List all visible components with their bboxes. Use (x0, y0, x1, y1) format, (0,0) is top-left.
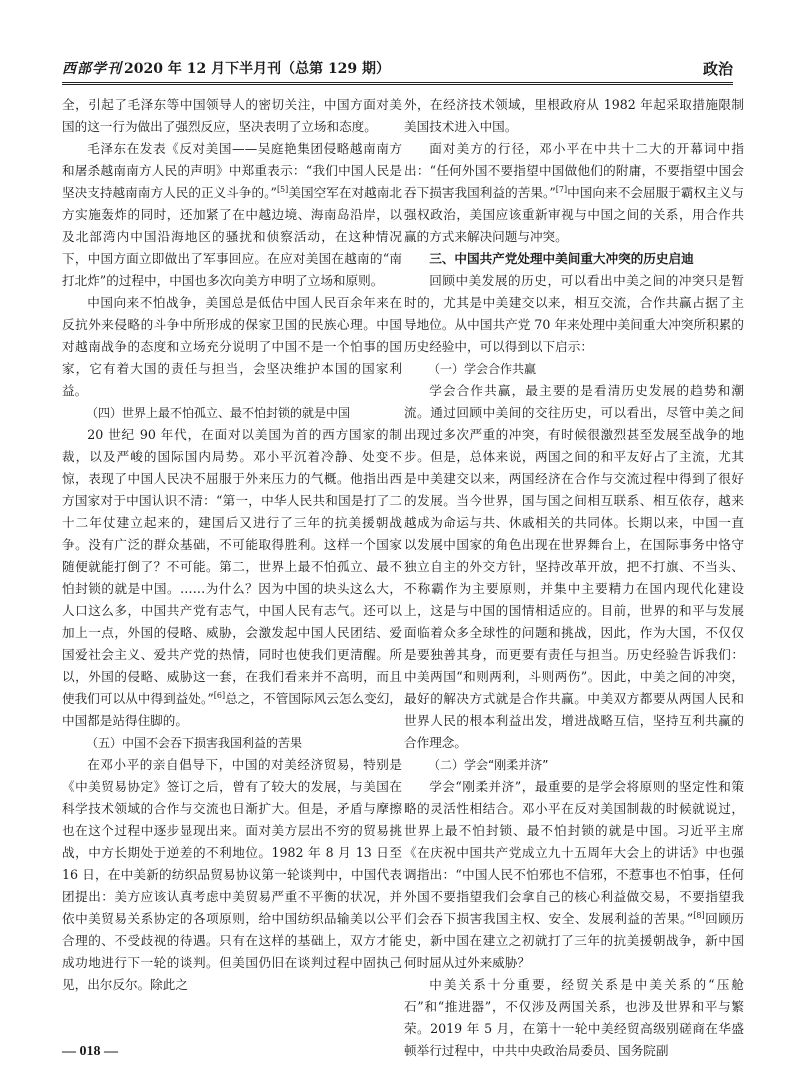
journal-logo: 西部学刊 (62, 61, 122, 77)
subsection-heading: （一）学会合作共赢 (428, 362, 537, 376)
citation-ref: [6] (213, 690, 226, 700)
section-heading: 三、中国共产党处理中美间重大冲突的历史启迪 (429, 251, 694, 266)
citation-ref: [7] (555, 184, 568, 194)
paragraph: 在邓小平的亲自倡导下，中国的对美经济贸易，特别是《中美贸易协定》签订之后，曾有了较大的发展，与美国在科学技术领域的合作与交流也日渐扩大。但是，矛盾与摩擦也在这个过程中逐步显现出来。面对美方层出不穷的贸易挑战，中方长期处于逆差的不利地位。1982 年 8 月 13 日至 16 日，在中美新的纺织品贸易协议第一轮谈判中，中国代表团提出：美方应该认真考虑中美贸易严重不平衡的状况，并依中美贸易关系协定的各项原则，给中国纺织品输美以公平合理的、不受歧视的待遇。只有在这样的基础上，双方才能成功地进行下一轮的谈判。但美国仍旧在谈判过程中固执己见，出尔反尔。除此之 (62, 757, 402, 992)
journal-info (62, 58, 390, 78)
paragraph: 面对美方的行径，邓小平在中共十二大的开幕词中指出：“任何外国不要指望中国做他们的附庸，不要指望中国会吞下损害我国利益的苦果。”[7]中国向来不会屈服于霸权主义与强权政治，美国应该重新审视与中国之间的关系，用合作共赢的方式来解决问题与冲突。 (404, 141, 745, 244)
section-label: 政治 (702, 60, 733, 78)
paragraph: 中国向来不怕战争，美国总是低估中国人民百余年来在反抗外来侵略的斗争中所形成的保家卫国的民族心理。中国对越南战争的态度和立场充分说明了中国不是一个怕事的国家，它有着大国的责任与担当，会坚决维护本国的国家利益。 (62, 295, 402, 398)
citation-ref: [5] (276, 184, 289, 194)
paragraph: 20 世纪 90 年代，在面对以美国为首的西方国家的制裁，以及严峻的国际国内局势。邓小平沉着冷静、处变不惊，表现了中国人民决不屈服于外来压力的气概。他指出西方国家对于中国认识不清：“第一，中华人民共和国是打了二十二年仗建立起来的，建国后又进行了三年的抗美援朝战争。没有广泛的群众基础，不可能取得胜利。这样一个国家随便就能打倒了？不可能。第二，世界上最不怕孤立、最不怕封锁的就是中国。……为什么？因为中国的块头这么大，人口这么多，中国共产党有志气，中国人民有志气。还可以加上一点，外国的侵略、威胁，会激发起中国人民团结、爱国爱社会主义、爱共产党的热情，同时也使我们更清醒。所以，外国的侵略、威胁这一套，在我们看来并不高明，而且使我们可以从中得到益处。”[6]总之，不管国际风云怎么变幻，中国都是站得住脚的。 (62, 427, 403, 728)
paragraph: 学会“刚柔并济”，最重要的是学会将原则的坚定性和策略的灵活性相结合。邓小平在反对美国制裁的时候就说过，世界上最不怕封锁、最不怕封锁的就是中国。习近平主席《在庆祝中国共产党成立九十五周年大会上的讲话》中也强调指出：“中国人民不怕邪也不信邪，不惹事也不怕事，任何外国不要指望我们会拿自己的核心利益做交易，不要指望我们会吞下损害我国主权、安全、发展利益的苦果。”[8]回顾历史，新中国在建立之初就打了三年的抗美援朝战争，新中国何时屈从过外来威胁？ (404, 779, 744, 970)
subsection-heading: （二）学会“刚柔并济” (428, 758, 549, 772)
subsection-heading: （五）中国不会吞下损害我国利益的苦果 (86, 736, 303, 750)
page-number: — 018 — (62, 1044, 118, 1059)
citation-ref: [8] (693, 910, 705, 920)
paragraph: 毛泽东在发表《反对美国——吴庭艳集团侵略越南南方和屠杀越南南方人民的声明》中郑重表示：“我们中国人民是坚决支持越南南方人民的正义斗争的。”[5]美国空军在对越南北方实施轰炸的同时，还加紧了在中越边境、海南岛沿岸，以及北部湾内中国沿海地区的骚扰和侦察活动，在这种情况下，中国方面立即做出了军事回应。在应对美国在越南的“南打北炸”的过程中，中国也多次向美方申明了立场和原则。 (62, 141, 402, 288)
issue-info: 2020 年 12 月下半月刊（总第 129 期） (124, 61, 391, 77)
right-column (404, 94, 745, 1058)
paragraph: 全，引起了毛泽东等中国领导人的密切关注，中国方面对美国的这一行为做出了强烈反应，坚决表明了立场和态度。 (62, 97, 402, 134)
subsection-heading: （四）世界上最不怕孤立、最不怕封锁的就是中国 (86, 406, 351, 420)
paragraph: 外，在经济技术领域，里根政府从 1982 年起采取措施限制美国技术进入中国。 (404, 97, 744, 134)
paragraph: 回顾中美发展的历史，可以看出中美之间的冲突只是暂时的，尤其是中美建交以来，相互交流，合作共赢占据了主导地位。从中国共产党 70 年来处理中美间重大冲突所积累的历史经验中，可以得到以下启示： (404, 273, 744, 354)
page-header (62, 58, 733, 85)
paragraph: 学会合作共赢，最主要的是看清历史发展的趋势和潮流。通过回顾中美间的交往历史，可以看出，尽管中美之间出现过多次严重的冲突，有时候很激烈甚至发展至战争的地步。但是，总体来说，两国之间的和平友好占了主流，尤其是中美建交以来，两国经济在合作与交流过程中得到了很好的发展。当今世界，国与国之间相互联系、相互依存，越来越成为命运与共、休戚相关的共同体。长期以来，中国一直以发展中国家的角色出现在世界舞台上，在国际事务中恪守独立自主的外交方针，坚持改革开放，把不打旗、不当头、不称霸作为主要原则，并集中主要精力在国内现代化建设上，这是与中国的国情相适应的。目前，世界的和平与发展面临着众多全球性的问题和挑战，因此，作为大国，不仅仅是要独善其身，而更要有责任与担当。历史经验告诉我们：中美两国“和则两利，斗则两伤”。因此，中美之间的冲突，最好的解决方式就是合作共赢。中美双方都要从两国人民和世界人民的根本利益出发，增进战略互信，坚持互利共赢的合作理念。 (404, 383, 744, 750)
paragraph: 中美关系十分重要，经贸关系是中美关系的“压舱石”和“推进器”，不仅涉及两国关系，也涉及世界和平与繁荣。2019 年 5 月，在第十一轮中美经贸高级别磋商在华盛顿举行过程中，中共中央政治局委员、国务院副 (404, 977, 744, 1058)
left-column (62, 94, 402, 1030)
